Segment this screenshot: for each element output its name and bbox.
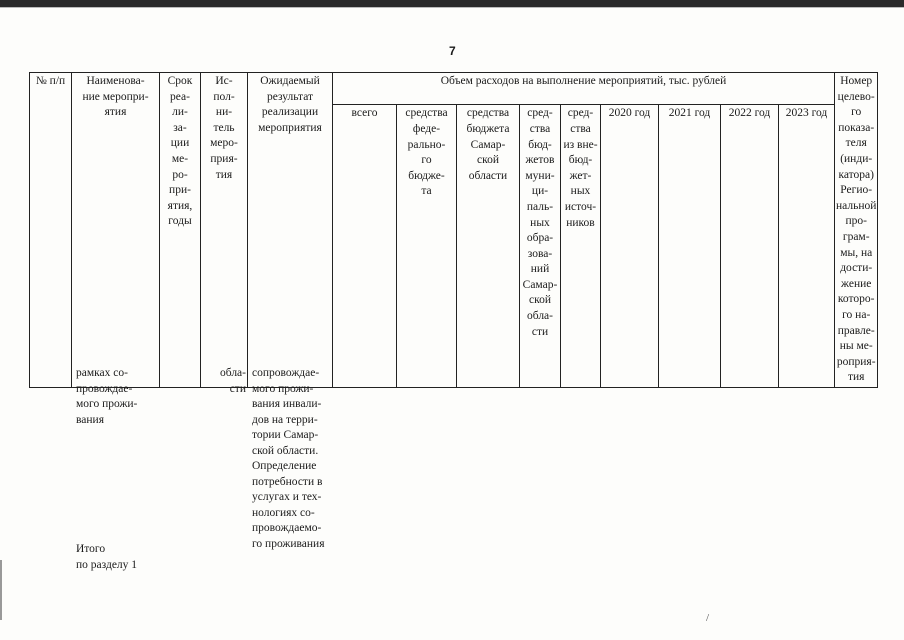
row-executor: обла- сти xyxy=(220,367,246,395)
scan-edge-mark xyxy=(0,560,2,620)
header-offbudget-funds: сред- ства из вне- бюд- жет- ных источ- ников xyxy=(561,105,601,388)
header-number: № п/п xyxy=(30,73,72,388)
page-number: 7 xyxy=(449,44,456,58)
header-executor: Ис- пол- ни- тель меро- прия- тия xyxy=(201,73,248,388)
header-term: Срок реа- ли- за- ции ме- ро- при- ятия, годы xyxy=(160,73,201,388)
scan-stray-mark: / xyxy=(706,612,710,624)
scan-top-border xyxy=(0,0,904,7)
row-expected-result: сопровождае- мого прожи- вания инвали- дов на терри- тории Самар- ской области. Определение потребности в услугах и тех- нологиях со- провождаемо- го проживания xyxy=(252,367,325,550)
scan-top-border-shadow xyxy=(0,7,904,8)
section-total-label: Итого по разделу 1 xyxy=(76,543,138,571)
header-year-2021: 2021 год xyxy=(659,105,721,388)
header-year-2022: 2022 год xyxy=(721,105,779,388)
expenditure-table xyxy=(29,72,878,388)
header-expected-result: Ожидаемый результат реализации мероприятия xyxy=(248,73,333,388)
header-total: всего xyxy=(333,105,397,388)
row-activity-name: рамках со- провождае- мого прожи- вания xyxy=(76,367,138,426)
header-indicator-number: Номер целево- го показа- теля (инди- катора) Регио- нальной про- грам- мы, на дости- жение которо- го на- правле- ны ме- роприя- тия xyxy=(835,73,878,388)
header-municipal-funds: сред- ства бюд- жетов муни- ци- паль- ных обра- зова- ний Самар- ской обла- сти xyxy=(520,105,561,388)
header-activity-name: Наименова- ние меропри- ятия xyxy=(72,73,160,388)
header-year-2020: 2020 год xyxy=(601,105,659,388)
header-year-2023: 2023 год xyxy=(779,105,835,388)
header-regional-funds: средства бюджета Самар- ской области xyxy=(457,105,520,388)
header-federal-funds: средства феде- рально- го бюдже- та xyxy=(397,105,457,388)
header-expenditure-group: Объем расходов на выполнение мероприятий, тыс. рублей xyxy=(333,73,835,105)
